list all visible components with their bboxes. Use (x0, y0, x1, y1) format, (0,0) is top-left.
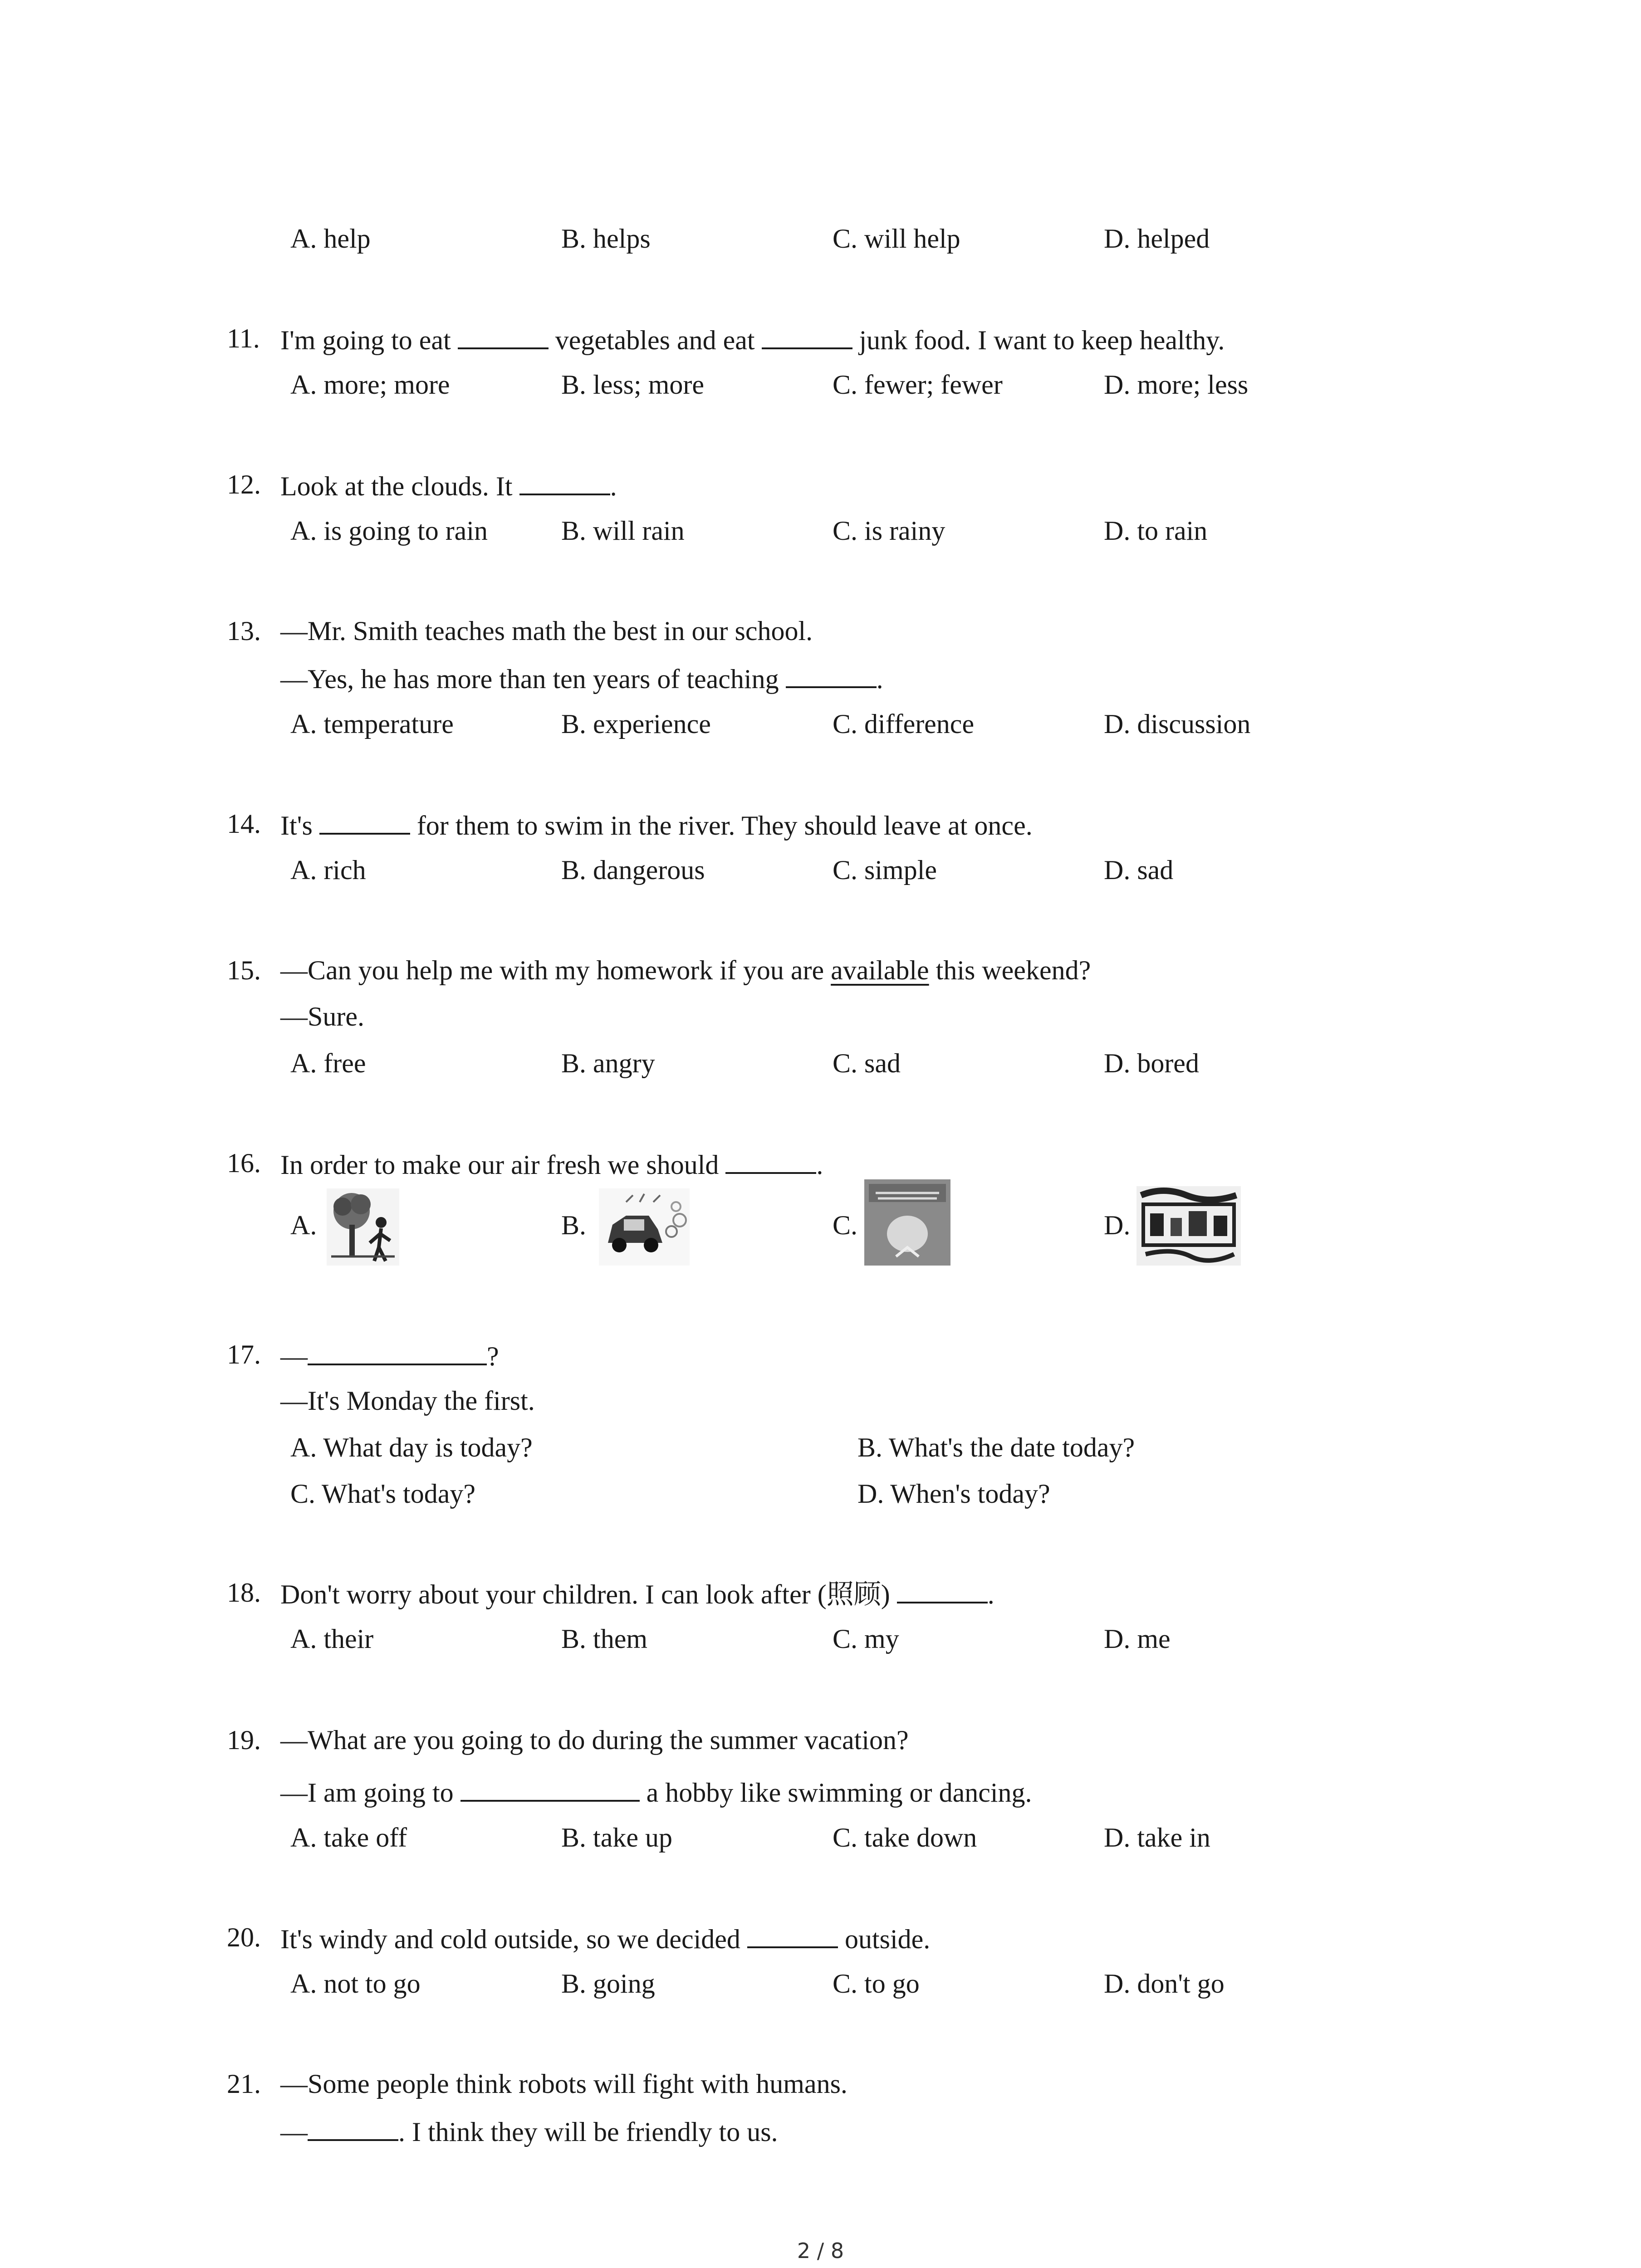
q15-number: 15. (227, 955, 261, 985)
q13-option-a: A. temperature (290, 709, 454, 739)
q21-number: 21. (227, 2069, 261, 2099)
q13-number: 13. (227, 616, 261, 646)
q15-option-a: A. free (290, 1048, 366, 1078)
q17-option-a: A. What day is today? (290, 1432, 533, 1462)
q16-option-d: D. (1104, 1210, 1131, 1240)
q18-option-d: D. me (1104, 1624, 1171, 1654)
factory-smoke-picture (1136, 1186, 1241, 1266)
q12-option-b: B. will rain (561, 516, 685, 546)
q19-option-a: A. take off (290, 1823, 407, 1853)
q20-option-d: D. don't go (1104, 1969, 1225, 1999)
q12-number: 12. (227, 469, 261, 499)
q12-option-d: D. to rain (1104, 516, 1208, 546)
q21-line-2: — . I think they will be friendly to us. (280, 2114, 778, 2148)
q17-option-c: C. What's today? (290, 1479, 475, 1509)
q19-line-2: —I am going to a hobby like swimming or dancing. (280, 1774, 1032, 1809)
q10-option-c: C. will help (833, 224, 960, 254)
q14-option-c: C. simple (833, 855, 937, 885)
q17-number: 17. (227, 1339, 261, 1369)
q17-option-d: D. When's today? (857, 1479, 1050, 1509)
q11-blank-2 (762, 322, 852, 349)
q20-option-c: C. to go (833, 1969, 920, 1999)
q17-option-b: B. What's the date today? (857, 1432, 1135, 1462)
q14-blank (319, 807, 410, 835)
q13-blank (786, 661, 877, 688)
q15-option-b: B. angry (561, 1048, 655, 1078)
q18-option-a: A. their (290, 1624, 374, 1654)
q13-line-1: —Mr. Smith teaches math the best in our school. (280, 616, 813, 646)
q18-blank (897, 1576, 988, 1603)
q18-option-c: C. my (833, 1624, 899, 1654)
q20-question: It's windy and cold outside, so we decided outside. (280, 1921, 930, 1955)
q12-blank (519, 468, 610, 495)
q12-option-a: A. is going to rain (290, 516, 488, 546)
q14-number: 14. (227, 809, 261, 839)
q12-question: Look at the clouds. It . (280, 468, 617, 503)
q20-blank (747, 1921, 838, 1948)
q19-line-1: —What are you going to do during the summer vacation? (280, 1725, 909, 1755)
q10-option-d: D. helped (1104, 224, 1210, 254)
q19-blank (460, 1774, 640, 1802)
q15-line-2: —Sure. (280, 1002, 364, 1031)
q12-option-c: C. is rainy (833, 516, 945, 546)
q19-number: 19. (227, 1725, 261, 1755)
q18-number: 18. (227, 1578, 261, 1608)
q21-blank (308, 2114, 398, 2141)
page-number: 2 / 8 (797, 2239, 844, 2263)
q16-number: 16. (227, 1148, 261, 1178)
q11-option-d: D. more; less (1104, 370, 1249, 400)
q19-option-b: B. take up (561, 1823, 672, 1853)
q13-option-c: C. difference (833, 709, 975, 739)
tree-planting-picture (327, 1188, 399, 1266)
q15-underlined-word: available (831, 955, 929, 985)
q16-option-b: B. (561, 1210, 587, 1240)
q16-question: In order to make our air fresh we should . (280, 1147, 823, 1181)
q19-option-d: D. take in (1104, 1823, 1210, 1853)
q20-option-b: B. going (561, 1969, 655, 1999)
q11-option-a: A. more; more (290, 370, 450, 400)
q11-option-b: B. less; more (561, 370, 704, 400)
q17-blank (308, 1338, 487, 1365)
q21-line-1: —Some people think robots will fight with humans. (280, 2069, 847, 2099)
q13-option-d: D. discussion (1104, 709, 1251, 739)
q16-blank (725, 1147, 816, 1174)
q14-option-a: A. rich (290, 855, 366, 885)
q11-blank-1 (458, 322, 549, 349)
q19-option-c: C. take down (833, 1823, 977, 1853)
q14-option-b: B. dangerous (561, 855, 705, 885)
car-exhaust-picture (599, 1188, 690, 1266)
q18-option-b: B. them (561, 1624, 647, 1654)
q15-line-1: —Can you help me with my homework if you are available this weekend? (280, 955, 1091, 985)
q17-line-2: —It's Monday the first. (280, 1386, 535, 1416)
q18-question: Don't worry about your children. I can look after (照顾) . (280, 1576, 994, 1611)
q11-option-c: C. fewer; fewer (833, 370, 1003, 400)
q14-option-d: D. sad (1104, 855, 1174, 885)
q11-question: I'm going to eat vegetables and eat junk food. I want to keep healthy. (280, 322, 1225, 357)
q13-option-b: B. experience (561, 709, 711, 739)
q10-option-b: B. helps (561, 224, 651, 254)
q14-question: It's for them to swim in the river. They should leave at once. (280, 807, 1033, 842)
poster-picture (864, 1179, 950, 1266)
q20-number: 20. (227, 1922, 261, 1952)
q11-number: 11. (227, 323, 260, 353)
q17-line-1: — ? (280, 1338, 499, 1373)
q15-option-c: C. sad (833, 1048, 901, 1078)
q20-option-a: A. not to go (290, 1969, 421, 1999)
q10-option-a: A. help (290, 224, 371, 254)
q16-option-c: C. (833, 1210, 858, 1240)
q16-option-a: A. (290, 1210, 317, 1240)
q13-line-2: —Yes, he has more than ten years of teaching . (280, 661, 883, 695)
q15-option-d: D. bored (1104, 1048, 1199, 1078)
